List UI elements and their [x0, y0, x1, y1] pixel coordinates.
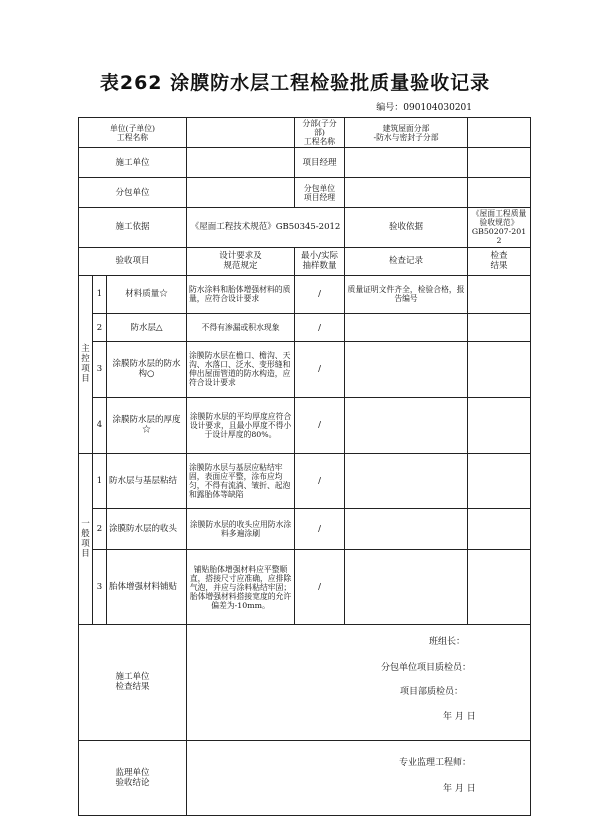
- item-record[interactable]: [345, 509, 468, 550]
- supervision-engineer-label: 专业监理工程师：: [399, 757, 472, 768]
- item-requirement: 涂膜防水层在檐口、檐沟、天沟、水落口、泛水、变形缝和伸出屋面管道的防水构造，应符合设计要求: [187, 342, 295, 398]
- item-requirement: 涂膜防水层的平均厚度应符合设计要求，且最小厚度不得小于设计厚度的80%。: [187, 397, 295, 453]
- general-item-row: [79, 453, 531, 509]
- team-leader-label: 班组长：: [429, 637, 466, 648]
- item-sample: /: [295, 453, 345, 509]
- item-record[interactable]: [345, 550, 468, 625]
- header-row-project: [79, 118, 531, 148]
- acceptance-basis-label: 验收依据: [345, 208, 468, 248]
- item-sample: /: [295, 509, 345, 550]
- item-name: 胎体增强材料铺贴: [107, 550, 187, 625]
- item-number: 1: [93, 275, 107, 314]
- col-design: 设计要求及 规范规定: [187, 247, 295, 275]
- main-item-row: [79, 397, 531, 453]
- batch-part-cell: [468, 178, 531, 208]
- item-result[interactable]: [468, 453, 531, 509]
- supervision-body[interactable]: [187, 740, 531, 815]
- basis-label: 施工依据: [79, 208, 187, 248]
- item-name: 涂膜防水层的防水构○: [107, 342, 187, 398]
- main-group-label: 主 控 项 目: [79, 275, 93, 453]
- subcontractor-label: 分包单位: [79, 178, 187, 208]
- item-number: 4: [93, 397, 107, 453]
- header-row-contractor: [79, 148, 531, 178]
- item-number: 2: [93, 314, 107, 342]
- item-requirement: 防水涂料和胎体增强材料的质量，应符合设计要求: [187, 275, 295, 314]
- col-sample: 最小/实际 抽样数量: [295, 247, 345, 275]
- supervision-date: 年 月 日: [443, 783, 476, 794]
- item-result[interactable]: [468, 397, 531, 453]
- item-sample: /: [295, 342, 345, 398]
- main-item-row: [79, 342, 531, 398]
- item-result[interactable]: [468, 275, 531, 314]
- batch-capacity-cell: [468, 148, 531, 178]
- general-item-row: [79, 509, 531, 550]
- subcontractor-value[interactable]: [187, 178, 295, 208]
- item-requirement: 涂膜防水层的收头应用防水涂料多遍涂刷: [187, 509, 295, 550]
- division-value: 建筑屋面分部 -防水与密封子分部: [345, 118, 468, 148]
- pm-value[interactable]: [345, 148, 468, 178]
- item-name: 涂膜防水层的收头: [107, 509, 187, 550]
- item-record[interactable]: [345, 453, 468, 509]
- item-record[interactable]: [345, 314, 468, 342]
- item-name: 防水层与基层粘结: [107, 453, 187, 509]
- document-number: 编号：090104030201: [376, 103, 472, 113]
- subitem-cell: [468, 118, 531, 148]
- item-result[interactable]: [468, 550, 531, 625]
- general-group-label: 一 般 项 目: [79, 453, 93, 625]
- item-name: 防水层△: [107, 314, 187, 342]
- item-number: 3: [93, 342, 107, 398]
- acceptance-basis-value: 《屋面工程质量验收规范》 GB50207-2012: [468, 208, 531, 248]
- item-sample: /: [295, 314, 345, 342]
- header-row-basis: [79, 208, 531, 248]
- general-item-row: [79, 550, 531, 625]
- item-name: 涂膜防水层的厚度☆: [107, 397, 187, 453]
- item-number: 2: [93, 509, 107, 550]
- main-item-row: [79, 275, 531, 314]
- construction-result-row: [79, 625, 531, 741]
- contractor-value[interactable]: [187, 148, 295, 178]
- item-sample: /: [295, 397, 345, 453]
- item-number: 3: [93, 550, 107, 625]
- sub-inspector-label: 分包单位项目质检员：: [381, 663, 472, 674]
- unit-project-label: 单位(子单位) 工程名称: [79, 118, 187, 148]
- item-result[interactable]: [468, 509, 531, 550]
- header-row-subcontractor: [79, 178, 531, 208]
- item-number: 1: [93, 453, 107, 509]
- col-result: 检查 结果: [468, 247, 531, 275]
- sub-pm-label: 分包单位 项目经理: [295, 178, 345, 208]
- item-requirement: 铺贴胎体增强材料应平整顺直，搭接尺寸应准确，应排除气泡，并应与涂料粘结牢固；胎体增强材料搭接宽度的允许偏差为-10mm。: [187, 550, 295, 625]
- inspection-table: [78, 117, 531, 816]
- supervision-row: [79, 740, 531, 815]
- col-item: 验收项目: [79, 247, 187, 275]
- contractor-label: 施工单位: [79, 148, 187, 178]
- item-requirement: 涂膜防水层与基层应粘结牢固，表面应平整，涂布应均匀，不得有流淌、皱折、起泡和露胎体等缺陷: [187, 453, 295, 509]
- main-item-row: [79, 314, 531, 342]
- item-record[interactable]: [345, 342, 468, 398]
- item-record[interactable]: [345, 397, 468, 453]
- item-requirement: 不得有渗漏或积水现象: [187, 314, 295, 342]
- item-name: 材料质量☆: [107, 275, 187, 314]
- unit-project-value[interactable]: [187, 118, 295, 148]
- construction-result-label: 施工单位 检查结果: [79, 625, 187, 741]
- col-record: 检查记录: [345, 247, 468, 275]
- pm-label: 项目经理: [295, 148, 345, 178]
- item-result[interactable]: [468, 314, 531, 342]
- item-result[interactable]: [468, 342, 531, 398]
- supervision-label: 监理单位 验收结论: [79, 740, 187, 815]
- sub-pm-value[interactable]: [345, 178, 468, 208]
- item-record[interactable]: 质量证明文件齐全，检验合格，报告编号: [345, 275, 468, 314]
- page-title: 表262 涂膜防水层工程检验批质量验收记录: [99, 72, 491, 94]
- item-sample: /: [295, 550, 345, 625]
- basis-value: 《屋面工程技术规范》GB50345-2012: [187, 208, 345, 248]
- construction-result-body[interactable]: [187, 625, 531, 741]
- column-header-row: [79, 247, 531, 275]
- division-label: 分部(子分部) 工程名称: [295, 118, 345, 148]
- inspector-label: 项目部质检员：: [400, 687, 464, 698]
- construction-date: 年 月 日: [443, 712, 476, 723]
- item-sample: /: [295, 275, 345, 314]
